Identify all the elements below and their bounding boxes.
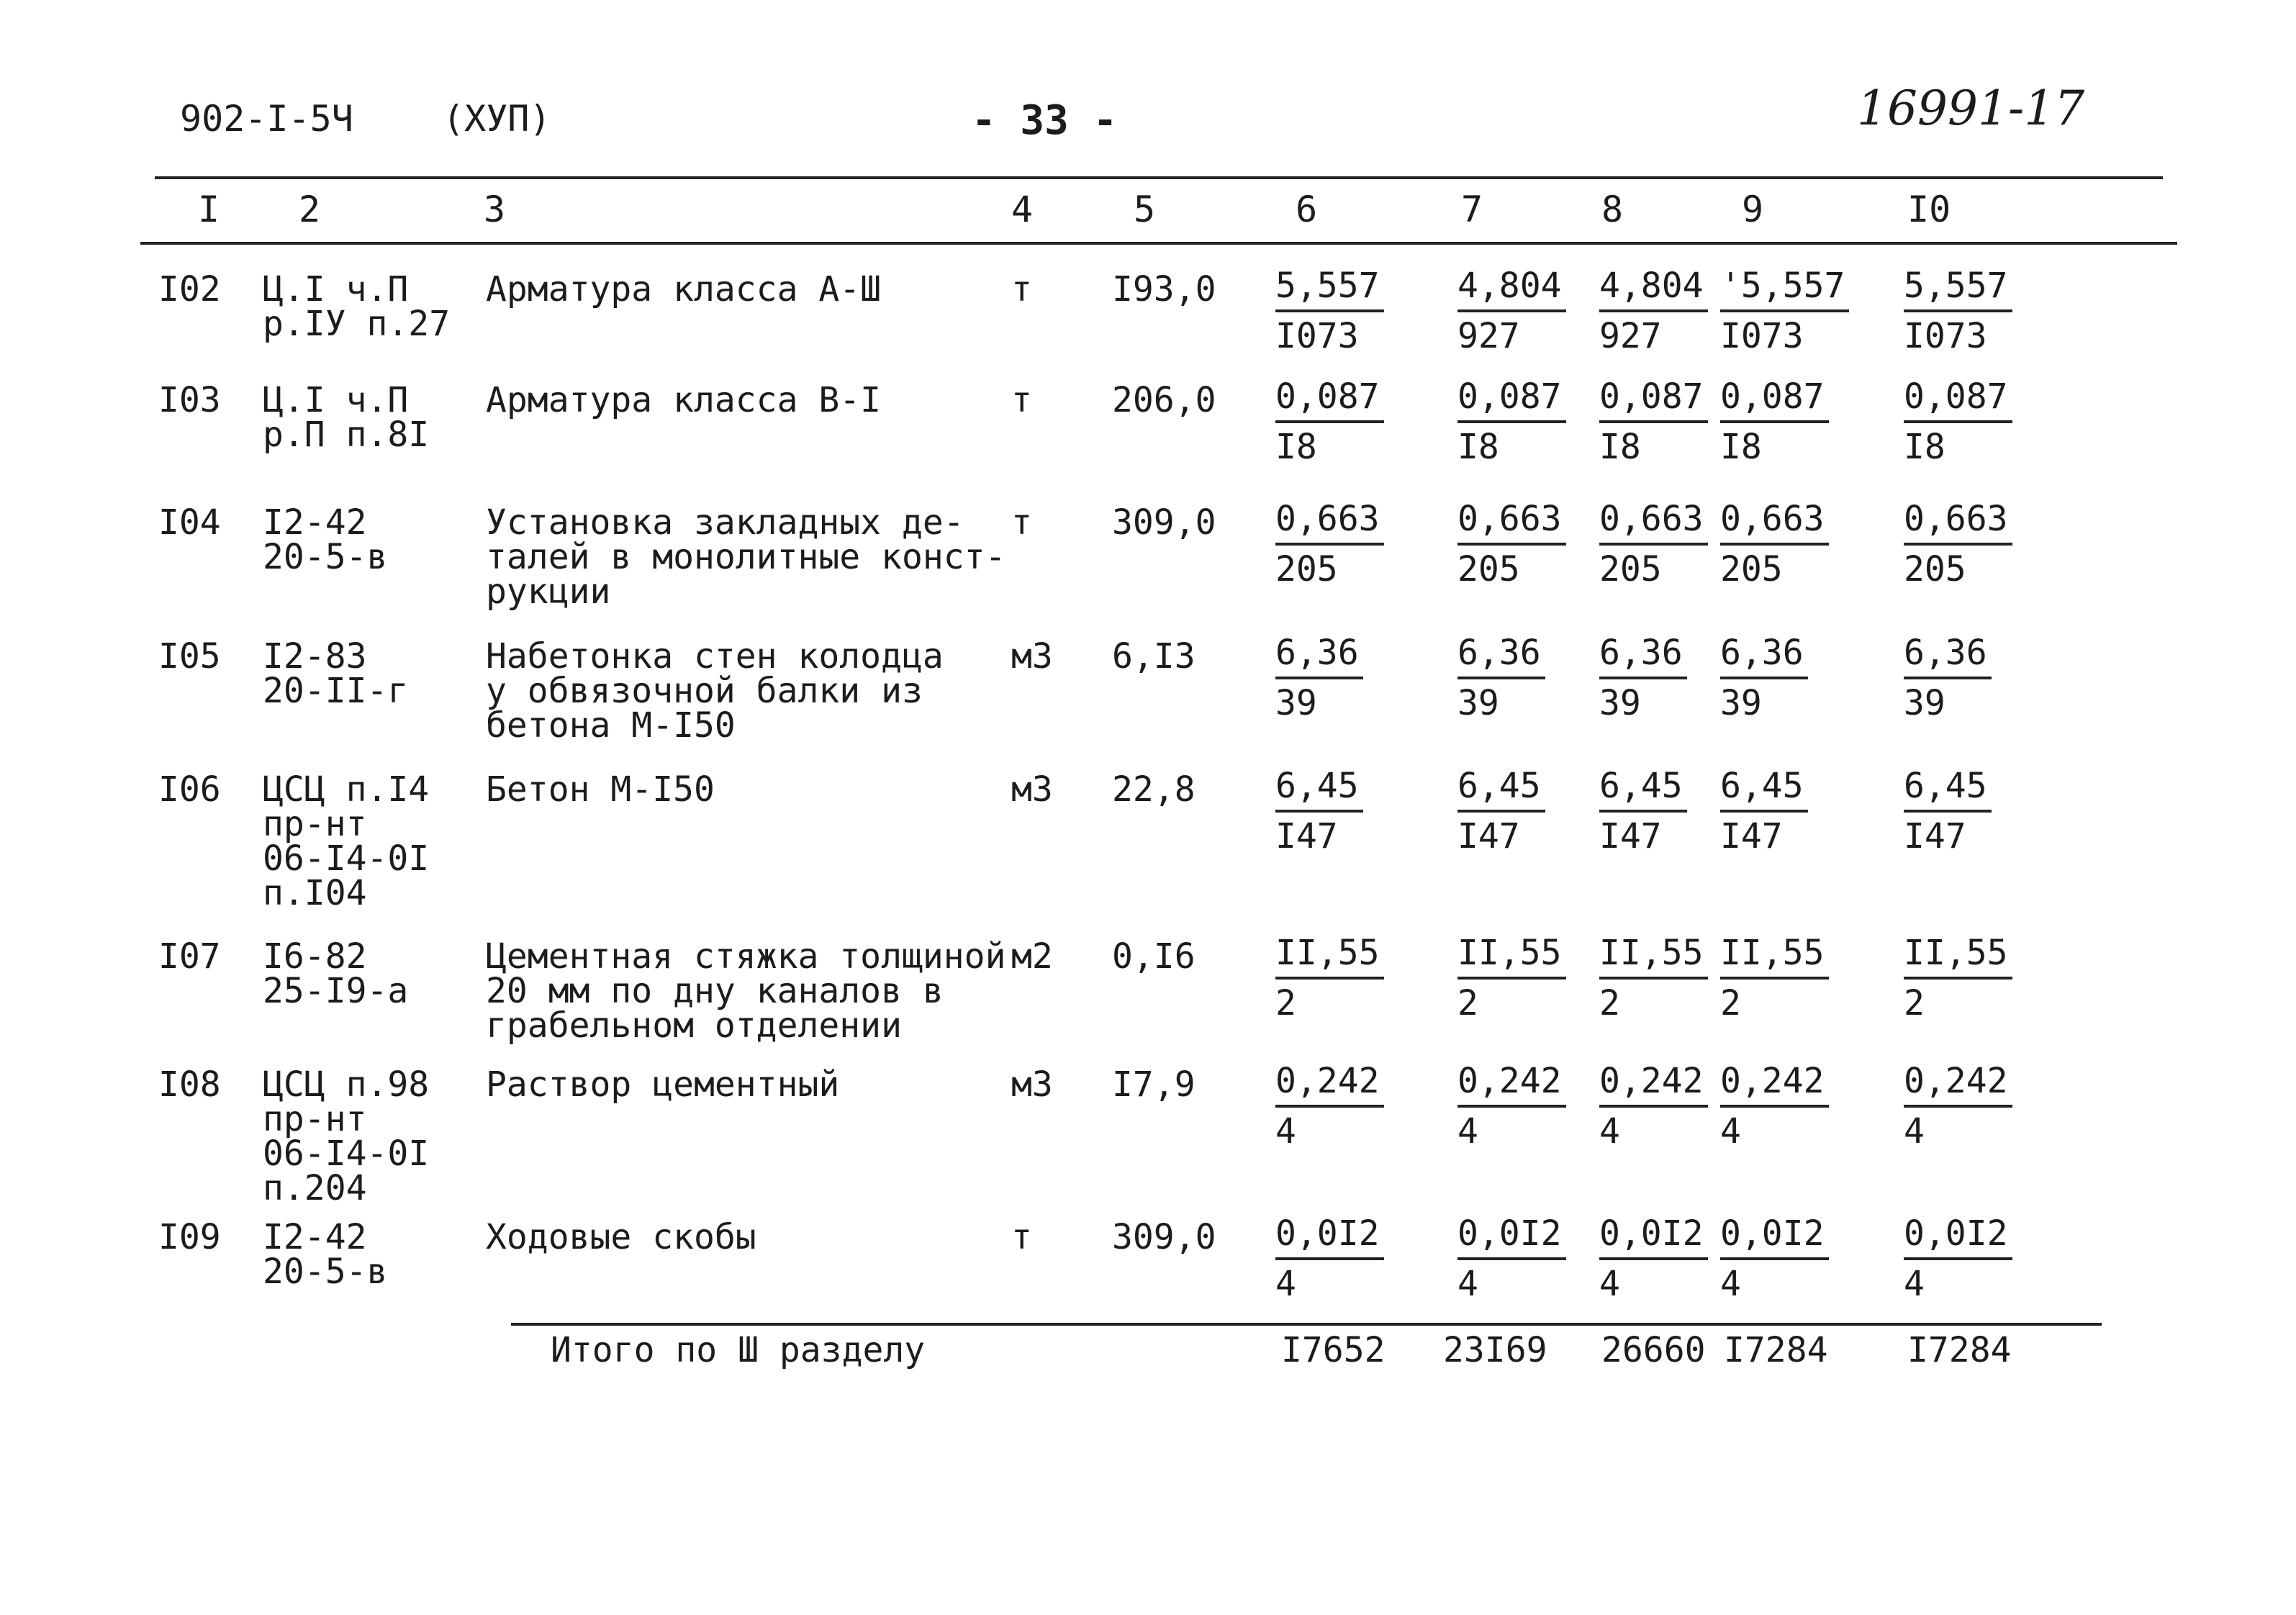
quantity-cost-v7 — [1457, 373, 1566, 471]
cost-value: 4 — [1904, 1111, 1925, 1152]
quantity-cost-v8 — [1599, 629, 1687, 727]
column-header-8: 8 — [1601, 189, 1624, 230]
cost-value: I8 — [1904, 427, 1945, 467]
norm-reference-line: I2-83 — [263, 636, 367, 677]
cost-value: 39 — [1599, 683, 1641, 723]
unit: т — [1011, 502, 1032, 543]
work-description-line: Набетонка стен колодца — [486, 636, 944, 677]
quantity-value: 6,36 — [1275, 629, 1363, 679]
work-description-line: у обвязочной балки из — [486, 671, 923, 711]
cost-value: I47 — [1275, 816, 1338, 856]
row-number: I05 — [158, 636, 221, 677]
row-number: I02 — [158, 269, 221, 309]
column-header-7: 7 — [1461, 189, 1483, 230]
quantity-value: 5,557 — [1904, 262, 2012, 312]
quantity-cost-v9 — [1720, 762, 1808, 860]
cost-value: 4 — [1457, 1111, 1478, 1152]
unit-price: I93,0 — [1112, 269, 1216, 309]
row-number: I08 — [158, 1064, 221, 1105]
quantity-value: 6,36 — [1720, 629, 1808, 679]
total-label: Итого по Ш разделу — [551, 1330, 926, 1370]
quantity-value: 0,0I2 — [1457, 1210, 1566, 1260]
section-part: (ХУП) — [443, 98, 551, 140]
quantity-value: 4,804 — [1457, 262, 1566, 312]
row-number: I03 — [158, 380, 221, 420]
work-description-line: Цементная стяжка толщиной — [486, 936, 1006, 977]
column-header-5: 5 — [1134, 189, 1156, 230]
cost-value: I073 — [1720, 316, 1804, 356]
quantity-value: 5,557 — [1275, 262, 1384, 312]
quantity-value: 0,087 — [1720, 373, 1829, 423]
quantity-value: 0,242 — [1457, 1057, 1566, 1108]
column-header-6: 6 — [1296, 189, 1318, 230]
quantity-cost-v6 — [1275, 262, 1384, 360]
quantity-cost-v10 — [1904, 629, 1992, 727]
quantity-value: 6,36 — [1457, 629, 1545, 679]
cost-value: I47 — [1904, 816, 1966, 856]
unit-price: 206,0 — [1112, 380, 1216, 420]
quantity-cost-v9 — [1720, 629, 1808, 727]
quantity-value: 0,087 — [1599, 373, 1708, 423]
quantity-value: II,55 — [1275, 929, 1384, 980]
quantity-value: II,55 — [1720, 929, 1829, 980]
quantity-value: II,55 — [1904, 929, 2012, 980]
cost-value: I073 — [1904, 316, 1987, 356]
quantity-value: 6,45 — [1457, 762, 1545, 813]
quantity-value: 0,242 — [1720, 1057, 1829, 1108]
column-header-2: 2 — [299, 189, 321, 230]
quantity-value: 0,663 — [1904, 495, 2012, 546]
quantity-cost-v7 — [1457, 495, 1566, 593]
quantity-value: 0,087 — [1904, 373, 2012, 423]
work-description-line: Раствор цементный — [486, 1064, 840, 1105]
quantity-cost-v8 — [1599, 1057, 1708, 1155]
cost-value: 4 — [1599, 1264, 1620, 1304]
quantity-cost-v7 — [1457, 762, 1545, 860]
norm-reference-line: р.IУ п.27 — [263, 304, 451, 344]
cost-value: 205 — [1457, 549, 1520, 589]
cost-value: 2 — [1904, 983, 1925, 1023]
quantity-cost-v7 — [1457, 1057, 1566, 1155]
cost-value: 2 — [1457, 983, 1478, 1023]
quantity-cost-v8 — [1599, 373, 1708, 471]
quantity-value: 0,242 — [1275, 1057, 1384, 1108]
quantity-value: 6,36 — [1599, 629, 1687, 679]
unit-price: I7,9 — [1112, 1064, 1196, 1105]
quantity-cost-v10 — [1904, 262, 2012, 360]
quantity-value: 6,45 — [1720, 762, 1808, 813]
quantity-value: 0,663 — [1275, 495, 1384, 546]
unit-price: 0,I6 — [1112, 936, 1196, 977]
cost-value: 39 — [1904, 683, 1945, 723]
quantity-cost-v7 — [1457, 629, 1545, 727]
norm-reference-line: ЦСЦ п.98 — [263, 1064, 430, 1105]
quantity-cost-v9 — [1720, 495, 1829, 593]
unit: м3 — [1011, 1064, 1053, 1105]
row-number: I09 — [158, 1217, 221, 1257]
quantity-cost-v10 — [1904, 373, 2012, 471]
cost-value: 4 — [1599, 1111, 1620, 1152]
quantity-cost-v9 — [1720, 373, 1829, 471]
quantity-cost-v8 — [1599, 495, 1708, 593]
unit: м2 — [1011, 936, 1053, 977]
cost-value: 4 — [1720, 1111, 1741, 1152]
page-number: - 33 - — [972, 97, 1118, 144]
cost-value: 4 — [1457, 1264, 1478, 1304]
quantity-value: II,55 — [1457, 929, 1566, 980]
column-header-10: I0 — [1907, 189, 1951, 230]
norm-reference-line: 25-I9-а — [263, 971, 409, 1011]
quantity-cost-v6 — [1275, 929, 1384, 1027]
quantity-cost-v7 — [1457, 929, 1566, 1027]
quantity-cost-v10 — [1904, 929, 2012, 1027]
norm-reference-line: I2-42 — [263, 502, 367, 543]
total-col-9: I7284 — [1724, 1330, 1828, 1370]
cost-value: 205 — [1275, 549, 1338, 589]
cost-value: 927 — [1457, 316, 1520, 356]
cost-value: 4 — [1275, 1111, 1296, 1152]
quantity-cost-v10 — [1904, 1057, 2012, 1155]
unit-price: 22,8 — [1112, 769, 1196, 810]
cost-value: 39 — [1275, 683, 1317, 723]
cost-value: 39 — [1457, 683, 1499, 723]
quantity-cost-v9 — [1720, 1057, 1829, 1155]
norm-reference-line: ЦСЦ п.I4 — [263, 769, 430, 810]
norm-reference-line: 20-II-г — [263, 671, 409, 711]
norm-reference-line: пр-нт — [263, 1099, 367, 1139]
cost-value: I8 — [1275, 427, 1317, 467]
quantity-cost-v6 — [1275, 1057, 1384, 1155]
work-description-line: Арматура класса В-I — [486, 380, 882, 420]
quantity-value: 6,45 — [1275, 762, 1363, 813]
cost-value: I47 — [1457, 816, 1520, 856]
quantity-value: II,55 — [1599, 929, 1708, 980]
row-number: I06 — [158, 769, 221, 810]
total-rule — [511, 1323, 2102, 1326]
quantity-cost-v6 — [1275, 1210, 1384, 1308]
cost-value: 39 — [1720, 683, 1762, 723]
unit-price: 309,0 — [1112, 502, 1216, 543]
quantity-cost-v8 — [1599, 1210, 1708, 1308]
quantity-value: 0,087 — [1275, 373, 1384, 423]
norm-reference-line: пр-нт — [263, 804, 367, 844]
quantity-value: 0,0I2 — [1275, 1210, 1384, 1260]
cost-value: 205 — [1904, 549, 1966, 589]
cost-value: I8 — [1457, 427, 1499, 467]
work-description-line: талей в монолитные конст- — [486, 537, 1006, 577]
quantity-value: 4,804 — [1599, 262, 1708, 312]
column-header-3: 3 — [484, 189, 506, 230]
cost-value: 4 — [1904, 1264, 1925, 1304]
cost-value: I47 — [1599, 816, 1662, 856]
quantity-value: 6,45 — [1599, 762, 1687, 813]
header-bottom-rule — [140, 242, 2177, 245]
quantity-value: 0,087 — [1457, 373, 1566, 423]
total-col-7: 23I69 — [1443, 1330, 1547, 1370]
norm-reference-line: 20-5-в — [263, 537, 388, 577]
quantity-value: 6,36 — [1904, 629, 1992, 679]
unit: т — [1011, 269, 1032, 309]
quantity-cost-v9 — [1720, 1210, 1829, 1308]
handwritten-number: 16991-17 — [1857, 81, 2085, 136]
work-description-line: Арматура класса А-Ш — [486, 269, 882, 309]
unit-price: 6,I3 — [1112, 636, 1196, 677]
cost-value: 2 — [1599, 983, 1620, 1023]
cost-value: 927 — [1599, 316, 1662, 356]
norm-reference-line: I2-42 — [263, 1217, 367, 1257]
quantity-cost-v7 — [1457, 1210, 1566, 1308]
quantity-value: 0,663 — [1599, 495, 1708, 546]
cost-value: I8 — [1720, 427, 1762, 467]
quantity-value: 0,0I2 — [1904, 1210, 2012, 1260]
work-description-line: 20 мм по дну каналов в — [486, 971, 944, 1011]
cost-value: 2 — [1275, 983, 1296, 1023]
quantity-cost-v6 — [1275, 495, 1384, 593]
norm-reference-line: 06-I4-0I — [263, 838, 430, 879]
total-col-8: 26660 — [1601, 1330, 1706, 1370]
cost-value: I8 — [1599, 427, 1641, 467]
norm-reference-line: Ц.I ч.П — [263, 380, 409, 420]
quantity-cost-v9 — [1720, 929, 1829, 1027]
norm-reference-line: I6-82 — [263, 936, 367, 977]
quantity-cost-v6 — [1275, 629, 1363, 727]
quantity-cost-v8 — [1599, 762, 1687, 860]
table-top-rule — [155, 176, 2163, 179]
work-description-line: грабельном отделении — [486, 1005, 902, 1046]
row-number: I04 — [158, 502, 221, 543]
unit: т — [1011, 1217, 1032, 1257]
quantity-value: '5,557 — [1720, 262, 1849, 312]
norm-reference-line: 06-I4-0I — [263, 1134, 430, 1174]
document-code: 902-I-5Ч — [180, 98, 353, 140]
quantity-value: 0,0I2 — [1599, 1210, 1708, 1260]
quantity-cost-v8 — [1599, 929, 1708, 1027]
unit: м3 — [1011, 636, 1053, 677]
norm-reference-line: Ц.I ч.П — [263, 269, 409, 309]
cost-value: 4 — [1275, 1264, 1296, 1304]
work-description-line: рукции — [486, 571, 611, 612]
quantity-value: 0,242 — [1599, 1057, 1708, 1108]
cost-value: 205 — [1720, 549, 1783, 589]
cost-value: I47 — [1720, 816, 1783, 856]
norm-reference-line: р.П п.8I — [263, 415, 430, 455]
quantity-value: 0,663 — [1720, 495, 1829, 546]
unit: т — [1011, 380, 1032, 420]
total-col-10: I7284 — [1907, 1330, 2012, 1370]
quantity-value: 6,45 — [1904, 762, 1992, 813]
quantity-cost-v10 — [1904, 495, 2012, 593]
quantity-value: 0,0I2 — [1720, 1210, 1829, 1260]
quantity-cost-v6 — [1275, 373, 1384, 471]
work-description-line: Бетон М-I50 — [486, 769, 715, 810]
column-header-4: 4 — [1011, 189, 1034, 230]
unit: м3 — [1011, 769, 1053, 810]
quantity-cost-v10 — [1904, 1210, 2012, 1308]
quantity-cost-v8 — [1599, 262, 1708, 360]
quantity-cost-v6 — [1275, 762, 1363, 860]
norm-reference-line: 20-5-в — [263, 1252, 388, 1292]
column-header-1: I — [198, 189, 220, 230]
quantity-cost-v9 — [1720, 262, 1849, 360]
norm-reference-line: п.I04 — [263, 873, 367, 913]
cost-value: 205 — [1599, 549, 1662, 589]
work-description-line: бетона М-I50 — [486, 705, 736, 746]
total-col-6: I7652 — [1281, 1330, 1386, 1370]
quantity-cost-v10 — [1904, 762, 1992, 860]
quantity-cost-v7 — [1457, 262, 1566, 360]
column-header-9: 9 — [1742, 189, 1764, 230]
unit-price: 309,0 — [1112, 1217, 1216, 1257]
cost-value: 2 — [1720, 983, 1741, 1023]
quantity-value: 0,663 — [1457, 495, 1566, 546]
cost-value: I073 — [1275, 316, 1359, 356]
row-number: I07 — [158, 936, 221, 977]
norm-reference-line: п.204 — [263, 1168, 367, 1208]
quantity-value: 0,242 — [1904, 1057, 2012, 1108]
work-description-line: Установка закладных де- — [486, 502, 964, 543]
work-description-line: Ходовые скобы — [486, 1217, 756, 1257]
cost-value: 4 — [1720, 1264, 1741, 1304]
